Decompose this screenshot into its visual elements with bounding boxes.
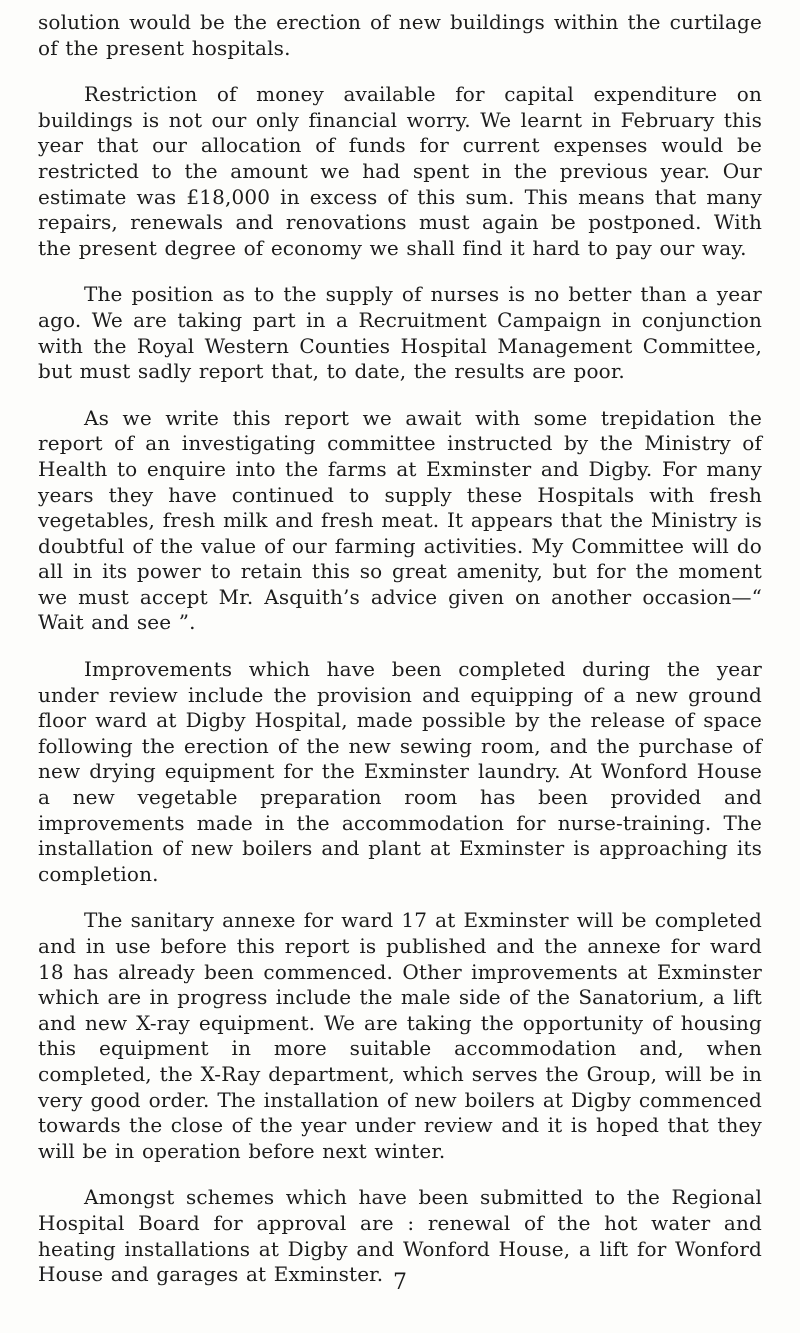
page-number: 7	[393, 1270, 407, 1295]
paragraph-nurse-supply: The position as to the supply of nurses is no better than a year ago. We are taking part in a Recruitment Campaign in conjunction with the Royal Western Counties Hospital Management Committee, but must sadly report that, to date, the results are poor.	[38, 282, 762, 384]
paragraph-improvements-in-progress: The sanitary annexe for ward 17 at Exminster will be completed and in use before this report is published and the annexe for ward 18 has already been commenced. Other improvements at Exminster which are in progress include the male side of the Sanatorium, a lift and new X-ray equipment. We are taking the opportunity of housing this equipment in more suitable accommodation and, when completed, the X-Ray department, which serves the Group, will be in very good order. The installation of new boilers at Digby commenced towards the close of the year under review and it is hoped that they will be in operation before next winter.	[38, 908, 762, 1163]
paragraph-continuation: solution would be the erection of new buildings within the curtilage of the present hospitals.	[38, 10, 762, 60]
paragraph-submitted-schemes: Amongst schemes which have been submitted to the Regional Hospital Board for approval are : renewal of the hot water and heating installations at Digby and Wonford House, a lift for Wonford House and garages at Exminster.	[38, 1185, 762, 1287]
paragraph-farms-investigation: As we write this report we await with some trepidation the report of an investigating committee instructed by the Ministry of Health to enquire into the farms at Exminster and Digby. For many years they have continued to supply these Hospitals with fresh vegetables, fresh milk and fresh meat. It appears that the Ministry is doubtful of the value of our farming activities. My Committee will do all in its power to retain this so great amenity, but for the moment we must accept Mr. Asquith’s advice given on another occasion—“ Wait and see ”.	[38, 405, 762, 635]
paragraph-completed-improvements: Improvements which have been completed during the year under review include the provision and equipping of a new ground floor ward at Digby Hospital, made possible by the release of space following the erection of the new sewing room, and the purchase of new drying equipment for the Exminster laundry. At Wonford House a new vegetable preparation room has been provided and improvements made in the accommodation for nurse-training. The installation of new boilers and plant at Exminster is approaching its completion.	[38, 657, 762, 886]
paragraph-funding-restriction: Restriction of money available for capital expenditure on buildings is not our only financial worry. We learnt in February this year that our allocation of funds for current expenses would be restricted to the amount we had spent in the previous year. Our estimate was £18,000 in excess of this sum. This means that many repairs, renewals and renovations must again be postponed. With the present degree of economy we shall find it hard to pay our way.	[38, 82, 762, 260]
body-text	[38, 10, 762, 1309]
